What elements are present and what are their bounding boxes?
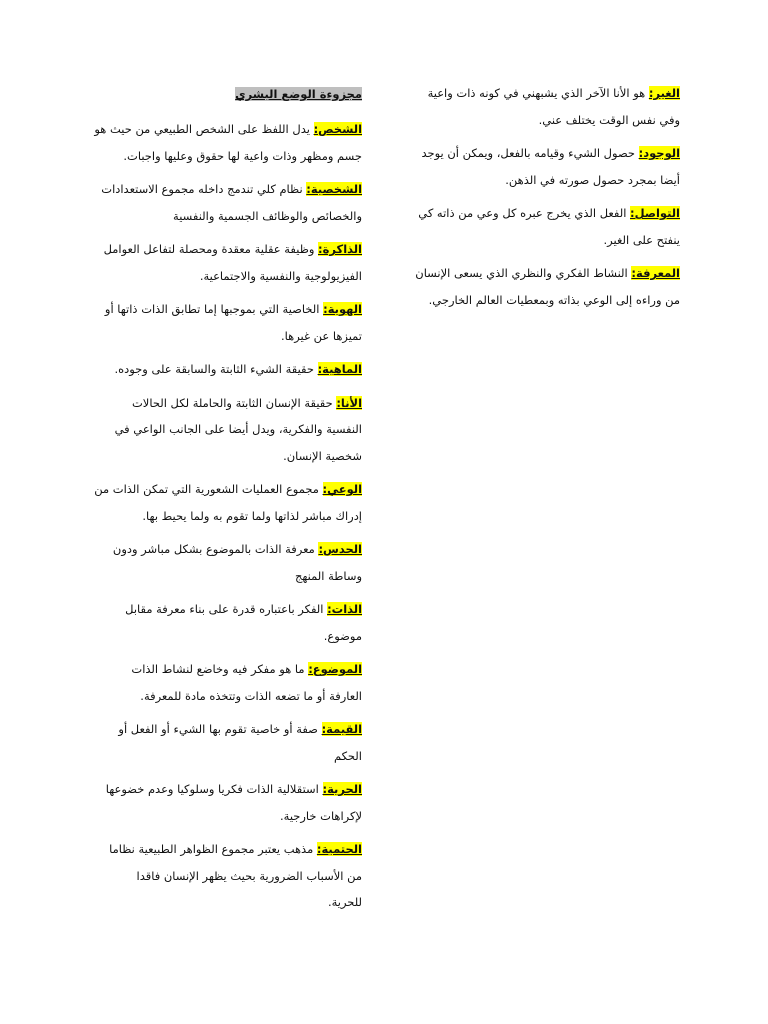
- term-person: الشخص:: [313, 122, 362, 136]
- term-ego: الأنا:: [336, 395, 362, 410]
- definition-text: تميزها عن غيرها.: [281, 328, 362, 343]
- term-other: الغير:: [648, 86, 680, 100]
- term-essence: الماهية:: [317, 362, 362, 376]
- definition-text: من الأسباب الضرورية بحيث يظهر الإنسان فاقدا: [136, 868, 362, 883]
- definition-text: النشاط الفكري والنظري الذي يسعى الإنسان: [415, 266, 628, 280]
- definition-text: الفيزيولوجية والنفسية والاجتماعية.: [199, 268, 362, 283]
- term-communication: التواصل:: [630, 206, 680, 220]
- definition-ego: [90, 390, 362, 470]
- definition-line: [90, 716, 362, 743]
- definition-consciousness: [90, 476, 362, 529]
- definition-first-line: [113, 536, 362, 563]
- definition-line: [90, 776, 362, 803]
- definition-subject: [90, 596, 362, 649]
- definition-first-line: [132, 390, 362, 417]
- definition-line: [90, 416, 362, 443]
- term-memory: الذاكرة:: [318, 242, 362, 256]
- definition-text: مجموع العمليات الشعورية التي تمكن الذات من: [94, 482, 319, 496]
- definition-text: إدراك مباشر لذاتها ولما تقوم به ولما يحيط بها.: [142, 508, 362, 523]
- definition-first-line: [104, 236, 362, 263]
- definition-line: [90, 596, 362, 623]
- term-identity: الهوية:: [323, 302, 362, 316]
- definition-text: حصول الشيء وقيامه بالفعل، ويمكن أن يوجد: [421, 146, 635, 160]
- definition-first-line: [101, 176, 362, 203]
- definition-text: جسم ومظهر وذات واعية لها حقوق وعليها واجبات.: [123, 148, 362, 163]
- definition-determinism: [90, 836, 362, 916]
- definition-line: [90, 143, 362, 170]
- definition-line: [90, 889, 362, 916]
- definition-text: صفة أو خاصية تقوم بها الشيء أو الفعل أو: [118, 722, 318, 736]
- term-consciousness: الوعي:: [322, 482, 362, 496]
- term-freedom: الحرية:: [322, 782, 362, 796]
- definition-first-line: [418, 200, 680, 227]
- definition-text: من وراءه إلى الوعي بذاته وبمعطيات العالم الخارجي.: [428, 292, 680, 307]
- definition-line: [90, 443, 362, 470]
- definition-line: [90, 803, 362, 830]
- definition-line: [405, 200, 680, 227]
- definition-text: أيضا بمجرد حصول صورته في الذهن.: [505, 172, 680, 187]
- definition-text: معرفة الذات بالموضوع بشكل مباشر ودون: [112, 542, 315, 556]
- definition-text: مذهب يعتبر مجموع الظواهر الطبيعية نظاما: [109, 842, 314, 856]
- definition-text: الفعل الذي يخرج عبره كل وعي من ذاته كي: [418, 206, 627, 220]
- definition-other: [405, 80, 680, 133]
- definition-first-line: [422, 140, 680, 167]
- definition-value: [90, 716, 362, 769]
- title-line: [90, 81, 362, 108]
- definition-line: [405, 167, 680, 194]
- definition-first-line: [114, 356, 362, 383]
- definition-text: وفي نفس الوقت يختلف عني.: [538, 112, 680, 127]
- definition-line: [90, 743, 362, 770]
- definition-identity: [90, 296, 362, 349]
- term-subject: الذات:: [327, 602, 362, 616]
- definition-text: لإكراهات خارجية.: [280, 808, 362, 823]
- definition-line: [90, 683, 362, 710]
- definition-text: وساطة المنهج: [294, 568, 362, 583]
- definition-first-line: [415, 260, 680, 287]
- definition-first-line: [94, 116, 362, 143]
- term-existence: الوجود:: [638, 146, 680, 160]
- definition-text: حقيقة الشيء الثابتة والسابقة على وجوده.: [114, 362, 314, 376]
- definition-line: [90, 836, 362, 863]
- definition-line: [405, 140, 680, 167]
- definition-text: وظيفة عقلية معقدة ومحصلة لتفاعل العوامل: [103, 242, 315, 256]
- definition-memory: [90, 236, 362, 289]
- definition-essence: [90, 356, 362, 383]
- definition-line: [90, 563, 362, 590]
- definition-first-line: [125, 596, 362, 623]
- definition-text: يدل اللفظ على الشخص الطبيعي من حيث هو: [94, 122, 310, 136]
- definition-text: الفكر باعتباره قدرة على بناء معرفة مقابل: [125, 602, 324, 616]
- definition-text: استقلالية الذات فكريا وسلوكيا وعدم خضوعها: [105, 782, 319, 796]
- definition-intuition: [90, 536, 362, 589]
- definition-line: [90, 503, 362, 530]
- definition-text: والخصائص والوظائف الجسمية والنفسية: [173, 208, 362, 223]
- definition-first-line: [131, 656, 362, 683]
- definition-text: العارفة أو ما تضعه الذات وتتخذه مادة للمعرفة.: [140, 688, 362, 703]
- definition-first-line: [94, 476, 362, 503]
- definition-line: [90, 323, 362, 350]
- definition-line: [90, 236, 362, 263]
- definition-line: [90, 476, 362, 503]
- definition-line: [90, 296, 362, 323]
- definition-text: الحكم: [333, 748, 362, 763]
- definition-line: [405, 260, 680, 287]
- definition-line: [405, 227, 680, 254]
- definition-line: [405, 287, 680, 314]
- definition-first-line: [106, 776, 362, 803]
- term-object: الموضوع:: [308, 662, 362, 676]
- definition-text: ما هو مفكر فيه وخاضع لنشاط الذات: [131, 662, 305, 676]
- definition-personality: [90, 176, 362, 229]
- right-column: [405, 80, 680, 320]
- definition-line: [90, 536, 362, 563]
- definition-line: [90, 176, 362, 203]
- definition-text: موضوع.: [323, 628, 362, 643]
- term-knowledge: المعرفة:: [631, 266, 680, 280]
- definition-first-line: [105, 296, 362, 323]
- definition-first-line: [428, 80, 680, 107]
- definition-first-line: [109, 836, 362, 863]
- definition-line: [90, 203, 362, 230]
- term-determinism: الحتمية:: [316, 842, 362, 856]
- definition-communication: [405, 200, 680, 253]
- definition-line: [90, 116, 362, 143]
- definition-line: [405, 107, 680, 134]
- definition-person: [90, 116, 362, 169]
- left-column: [90, 81, 362, 923]
- definition-text: للحرية.: [327, 895, 362, 909]
- term-value: القيمة:: [321, 722, 362, 736]
- definition-text: نظام كلي تندمج داخله مجموع الاستعدادات: [101, 182, 303, 196]
- definition-line: [90, 390, 362, 417]
- definition-text: ينفتح على الغير.: [603, 232, 680, 247]
- definition-line: [90, 356, 362, 383]
- definition-text: شخصية الإنسان.: [283, 448, 362, 463]
- definition-text: الخاصية التي بموجبها إما تطابق الذات ذاتها أو: [104, 302, 320, 316]
- definition-text: هو الأنا الآخر الذي يشبهني في كونه ذات واعية: [427, 86, 646, 100]
- definition-knowledge: [405, 260, 680, 313]
- definition-freedom: [90, 776, 362, 829]
- definition-object: [90, 656, 362, 709]
- term-personality: الشخصية:: [306, 182, 362, 196]
- definition-text: حقيقة الإنسان الثابتة والحاملة لكل الحالات: [132, 395, 333, 410]
- title-wrap: [235, 81, 362, 108]
- definition-line: [90, 623, 362, 650]
- definition-line: [405, 80, 680, 107]
- page-title: مجزوءة الوضع البشري: [235, 87, 362, 101]
- definition-first-line: [118, 716, 362, 743]
- definition-line: [90, 656, 362, 683]
- definition-existence: [405, 140, 680, 193]
- definition-line: [90, 863, 362, 890]
- term-intuition: الحدس:: [318, 542, 362, 556]
- definition-text: النفسية والفكرية، ويدل أيضا على الجانب الواعي في: [114, 422, 362, 436]
- definition-line: [90, 263, 362, 290]
